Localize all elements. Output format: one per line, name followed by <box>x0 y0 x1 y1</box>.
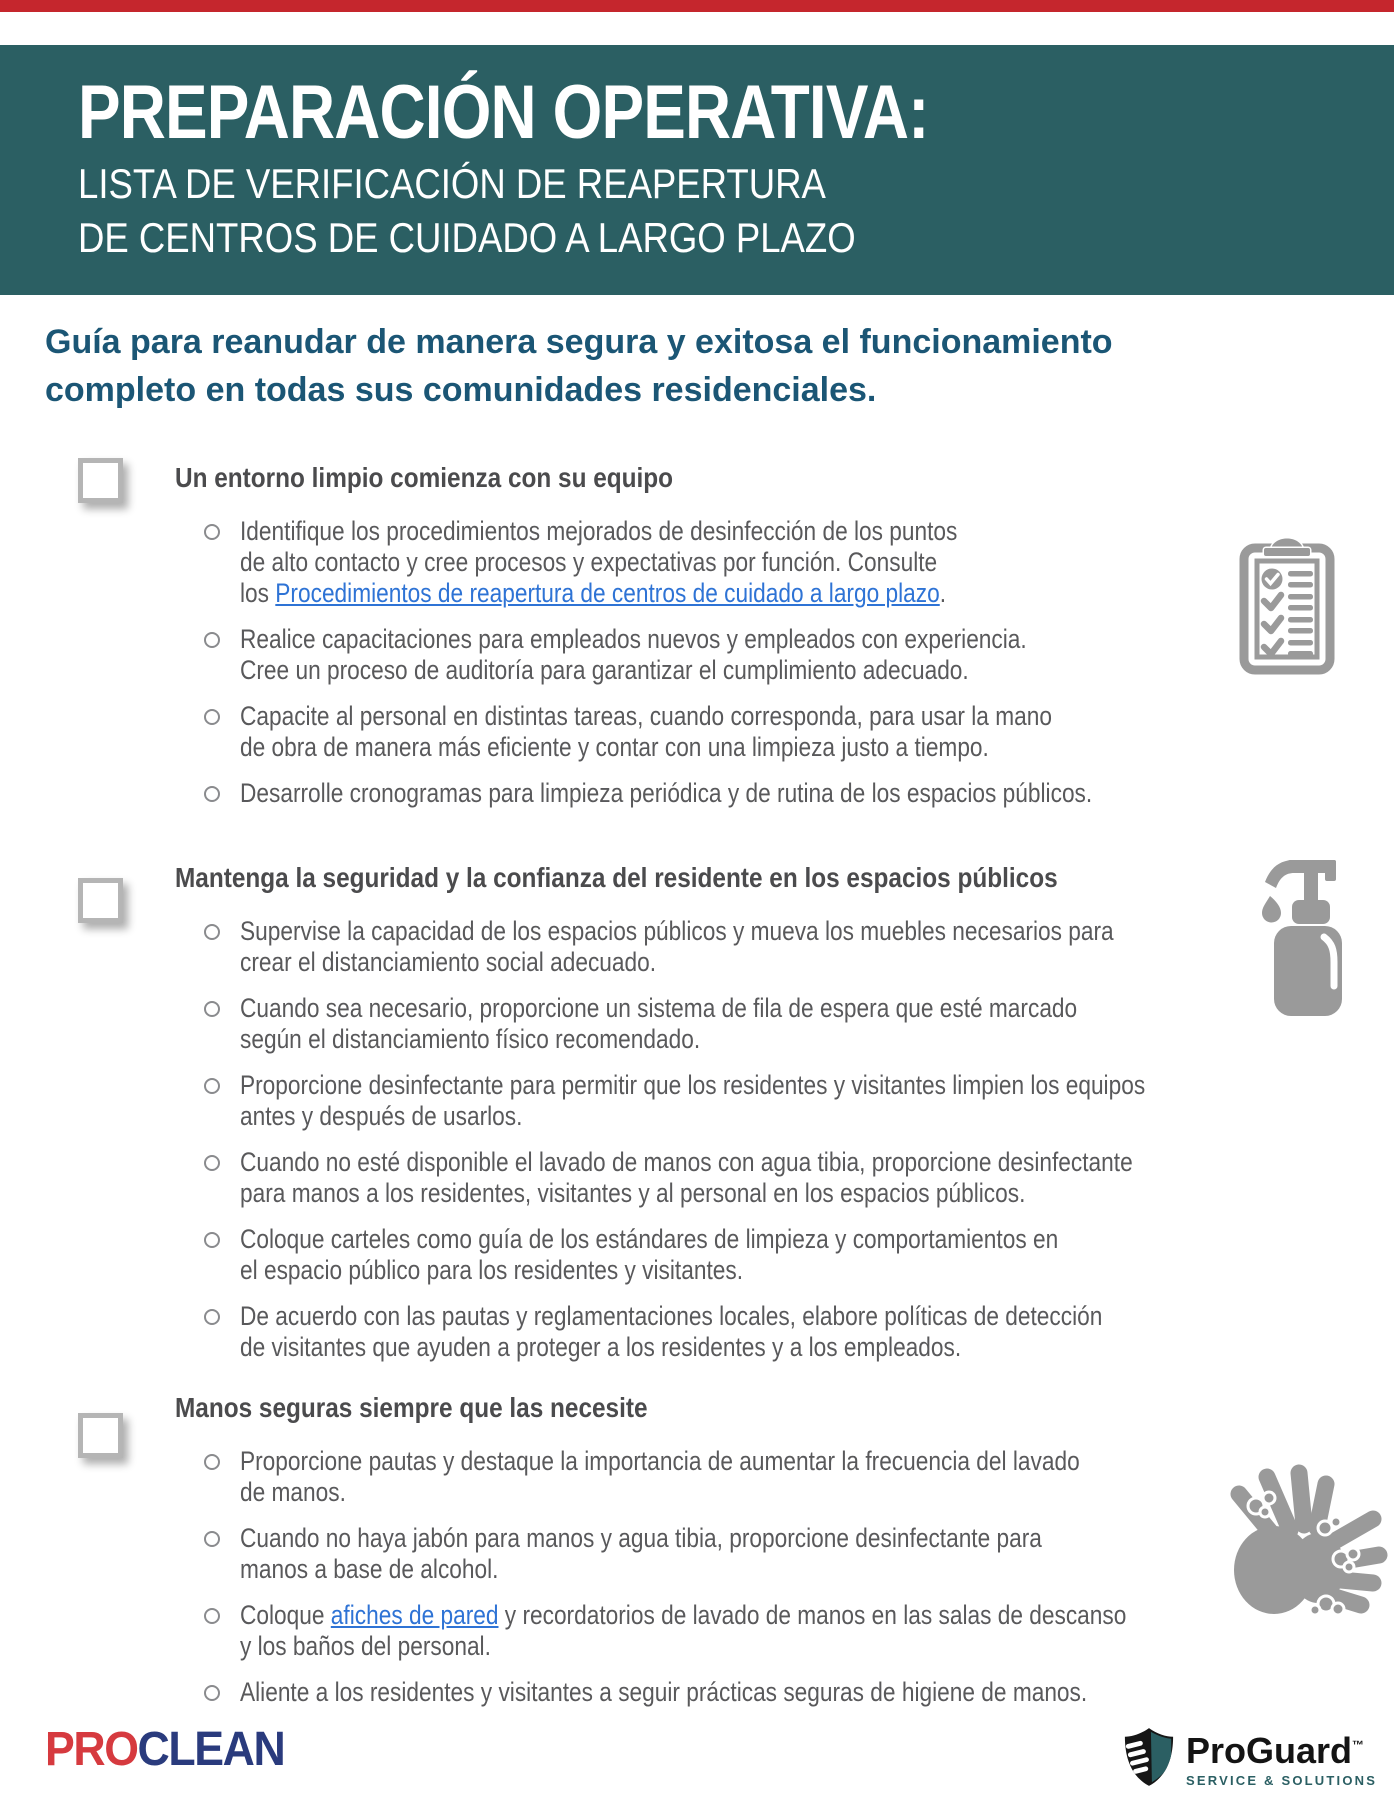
bullet-line: de alto contacto y cree procesos y expectativas por función. Consulte <box>240 547 938 577</box>
bullet-line: crear el distanciamiento social adecuado. <box>240 947 657 977</box>
list-item <box>240 1446 1394 1508</box>
bullet-line: Supervise la capacidad de los espacios públicos y mueva los muebles necesarios para <box>240 916 1114 946</box>
proclean-logo-clean: CLEAN <box>137 1723 285 1776</box>
trademark-symbol: ™ <box>1352 1738 1365 1752</box>
bullet-line <box>240 578 1209 609</box>
bullet-line: de manos. <box>240 1477 346 1507</box>
proguard-logo <box>1122 1726 1377 1793</box>
list-item <box>240 1600 1394 1662</box>
bullet-list <box>240 1446 1394 1708</box>
bullet-line: según el distanciamiento físico recomendado. <box>240 1024 701 1054</box>
list-item <box>240 701 1394 763</box>
list-item <box>240 516 1394 609</box>
list-item <box>240 778 1394 809</box>
list-item <box>240 1147 1394 1209</box>
section-checkbox[interactable] <box>78 878 123 923</box>
bullet-line: de obra de manera más eficiente y contar con una limpieza justo a tiempo. <box>240 732 989 762</box>
bullet-line: Aliente a los residentes y visitantes a seguir prácticas seguras de higiene de manos. <box>240 1677 1088 1707</box>
proguard-wordmark: ProGuard <box>1186 1730 1353 1771</box>
intro-text <box>45 318 1113 414</box>
list-item <box>240 1070 1394 1132</box>
checklist-clipboard-icon <box>1237 531 1337 682</box>
reopening-procedures-link[interactable]: Procedimientos de reapertura de centros de cuidado a largo plazo <box>275 578 940 608</box>
bullet-line: Proporcione desinfectante para permitir que los residentes y visitantes limpien los equipos <box>240 1070 1146 1100</box>
proguard-shield-icon <box>1122 1726 1176 1793</box>
document-subtitle-line2: DE CENTROS DE CUIDADO A LARGO PLAZO <box>78 214 856 261</box>
document-subtitle-line1: LISTA DE VERIFICACIÓN DE REAPERTURA <box>78 160 826 207</box>
top-accent-bar <box>0 0 1394 12</box>
bullet-line: Realice capacitaciones para empleados nuevos y empleados con experiencia. <box>240 624 1027 654</box>
bullet-line: Capacite al personal en distintas tareas, cuando corresponda, para usar la mano <box>240 701 1052 731</box>
section-heading: Mantenga la seguridad y la confianza del residente en los espacios públicos <box>175 862 1058 893</box>
list-item <box>240 1301 1394 1363</box>
bullet-line: el espacio público para los residentes y visitantes. <box>240 1255 744 1285</box>
bullet-line: Desarrolle cronogramas para limpieza periódica y de rutina de los espacios públicos. <box>240 778 1093 808</box>
section-checkbox[interactable] <box>78 458 123 503</box>
proguard-logo-text <box>1186 1726 1377 1788</box>
bullet-line: Cuando no haya jabón para manos y agua tibia, proporcione desinfectante para <box>240 1523 1042 1553</box>
bullet-line: manos a base de alcohol. <box>240 1554 499 1584</box>
proguard-tagline: SERVICE & SOLUTIONS <box>1186 1773 1378 1788</box>
list-item <box>240 993 1394 1055</box>
bullet-text: Coloque <box>240 1600 331 1630</box>
bullet-line: para manos a los residentes, visitantes y al personal en los espacios públicos. <box>240 1178 1026 1208</box>
bullet-line <box>240 1600 1209 1631</box>
list-item <box>240 1677 1394 1708</box>
bullet-text: y recordatorios de lavado de manos en las salas de descanso <box>498 1600 1127 1630</box>
section-safe-hands <box>0 1391 1394 1723</box>
intro-line2: completo en todas sus comunidades residenciales. <box>45 371 877 409</box>
list-item <box>240 916 1394 978</box>
section-checkbox[interactable] <box>78 1413 123 1458</box>
bullet-text: . <box>939 578 947 608</box>
section-heading: Un entorno limpio comienza con su equipo <box>175 462 674 493</box>
bullet-line: Proporcione pautas y destaque la importancia de aumentar la frecuencia del lavado <box>240 1446 1080 1476</box>
bullet-line: De acuerdo con las pautas y reglamentaciones locales, elabore políticas de detección <box>240 1301 1103 1331</box>
proclean-logo-pro: PRO <box>45 1723 138 1776</box>
bullet-line: Identifique los procedimientos mejorados de desinfección de los puntos <box>240 516 958 546</box>
hand-washing-icon <box>1222 1462 1390 1629</box>
list-item <box>240 624 1394 686</box>
bullet-list <box>240 916 1394 1363</box>
bullet-line: antes y después de usarlos. <box>240 1101 523 1131</box>
bullet-text: los <box>240 578 276 608</box>
bullet-line: Cuando sea necesario, proporcione un sistema de fila de espera que esté marcado <box>240 993 1078 1023</box>
document-header <box>0 45 1394 295</box>
list-item <box>240 1523 1394 1585</box>
section-public-spaces <box>0 861 1394 1378</box>
document-title: PREPARACIÓN OPERATIVA: <box>78 70 929 155</box>
sanitizer-pump-icon <box>1252 850 1344 1023</box>
intro-line1: Guía para reanudar de manera segura y exitosa el funcionamiento <box>45 323 1113 361</box>
bullet-line: Cuando no esté disponible el lavado de manos con agua tibia, proporcione desinfectante <box>240 1147 1133 1177</box>
section-clean-environment <box>0 461 1394 824</box>
proguard-name <box>1186 1726 1377 1770</box>
bullet-line: Coloque carteles como guía de los estándares de limpieza y comportamientos en <box>240 1224 1059 1254</box>
section-heading: Manos seguras siempre que las necesite <box>175 1392 648 1423</box>
bullet-line: Cree un proceso de auditoría para garantizar el cumplimiento adecuado. <box>240 655 969 685</box>
wall-posters-link[interactable]: afiches de pared <box>330 1600 499 1630</box>
list-item <box>240 1224 1394 1286</box>
bullet-line: de visitantes que ayuden a proteger a los residentes y a los empleados. <box>240 1332 962 1362</box>
document-subtitle <box>78 157 856 265</box>
bullet-line: y los baños del personal. <box>240 1631 491 1661</box>
proclean-logo <box>45 1722 284 1777</box>
bullet-list <box>240 516 1394 809</box>
